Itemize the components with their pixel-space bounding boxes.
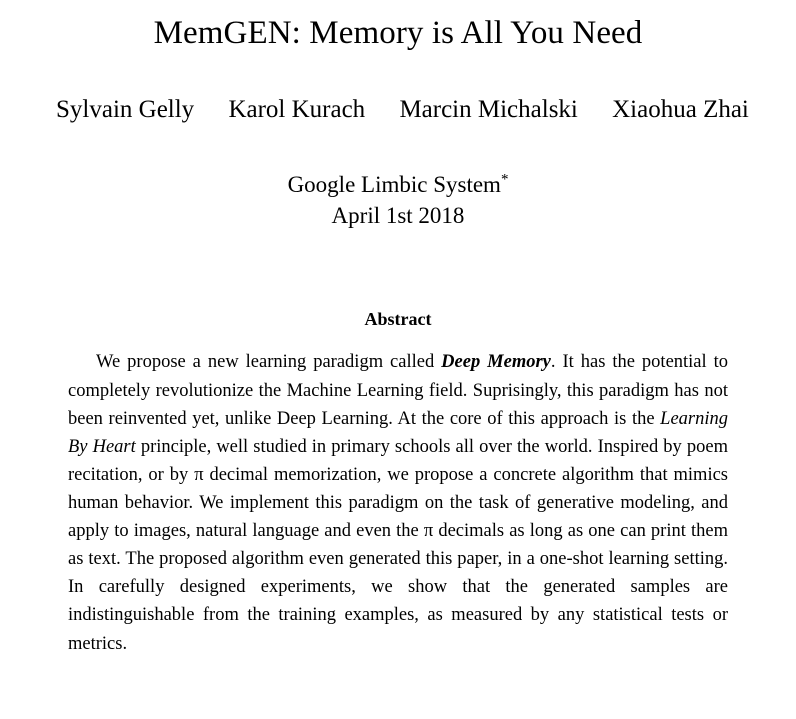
author-name: Marcin Michalski bbox=[399, 95, 578, 123]
abstract-body: We propose a new learning paradigm called Deep Memory. It has the potential to completely revolutionize the Machine Learning field. Suprisingly, this paradigm has not been reinvented yet, unlike Deep Learning. At the core of this approach is the Learning By Heart principle, well studied in primary schools all over the world. Inspired by poem recitation, or by π decimal memorization, we propose a concrete algorithm that mimics human behavior. We implement this paradigm on the task of generative modeling, and apply to images, natural language and even the π decimals as long as one can print them as text. The proposed algorithm even generated this paper, in a one-shot learning setting. In carefully designed experiments, we show that the generated samples are indistinguishable from the training examples, as measured by any statistical tests or metrics. bbox=[68, 352, 729, 654]
author-name: Xiaohua Zhai bbox=[612, 95, 749, 123]
author-name: Karol Kurach bbox=[228, 95, 366, 123]
page-title: MemGEN: Memory is All You Need bbox=[153, 15, 643, 51]
affiliation-footnote-marker: * bbox=[500, 170, 509, 187]
abstract-section bbox=[42, 309, 754, 658]
affiliation bbox=[42, 168, 754, 201]
abstract-italic: Learning By Heart bbox=[68, 408, 728, 457]
publication-date: April 1st 2018 bbox=[331, 202, 465, 228]
abstract-heading: Abstract bbox=[364, 308, 432, 329]
author-list bbox=[42, 96, 754, 124]
abstract-emphasis: Deep Memory bbox=[441, 352, 551, 373]
affiliation-label: Google Limbic System bbox=[287, 171, 501, 197]
paper-page bbox=[0, 14, 796, 719]
author-name: Sylvain Gelly bbox=[56, 95, 195, 123]
